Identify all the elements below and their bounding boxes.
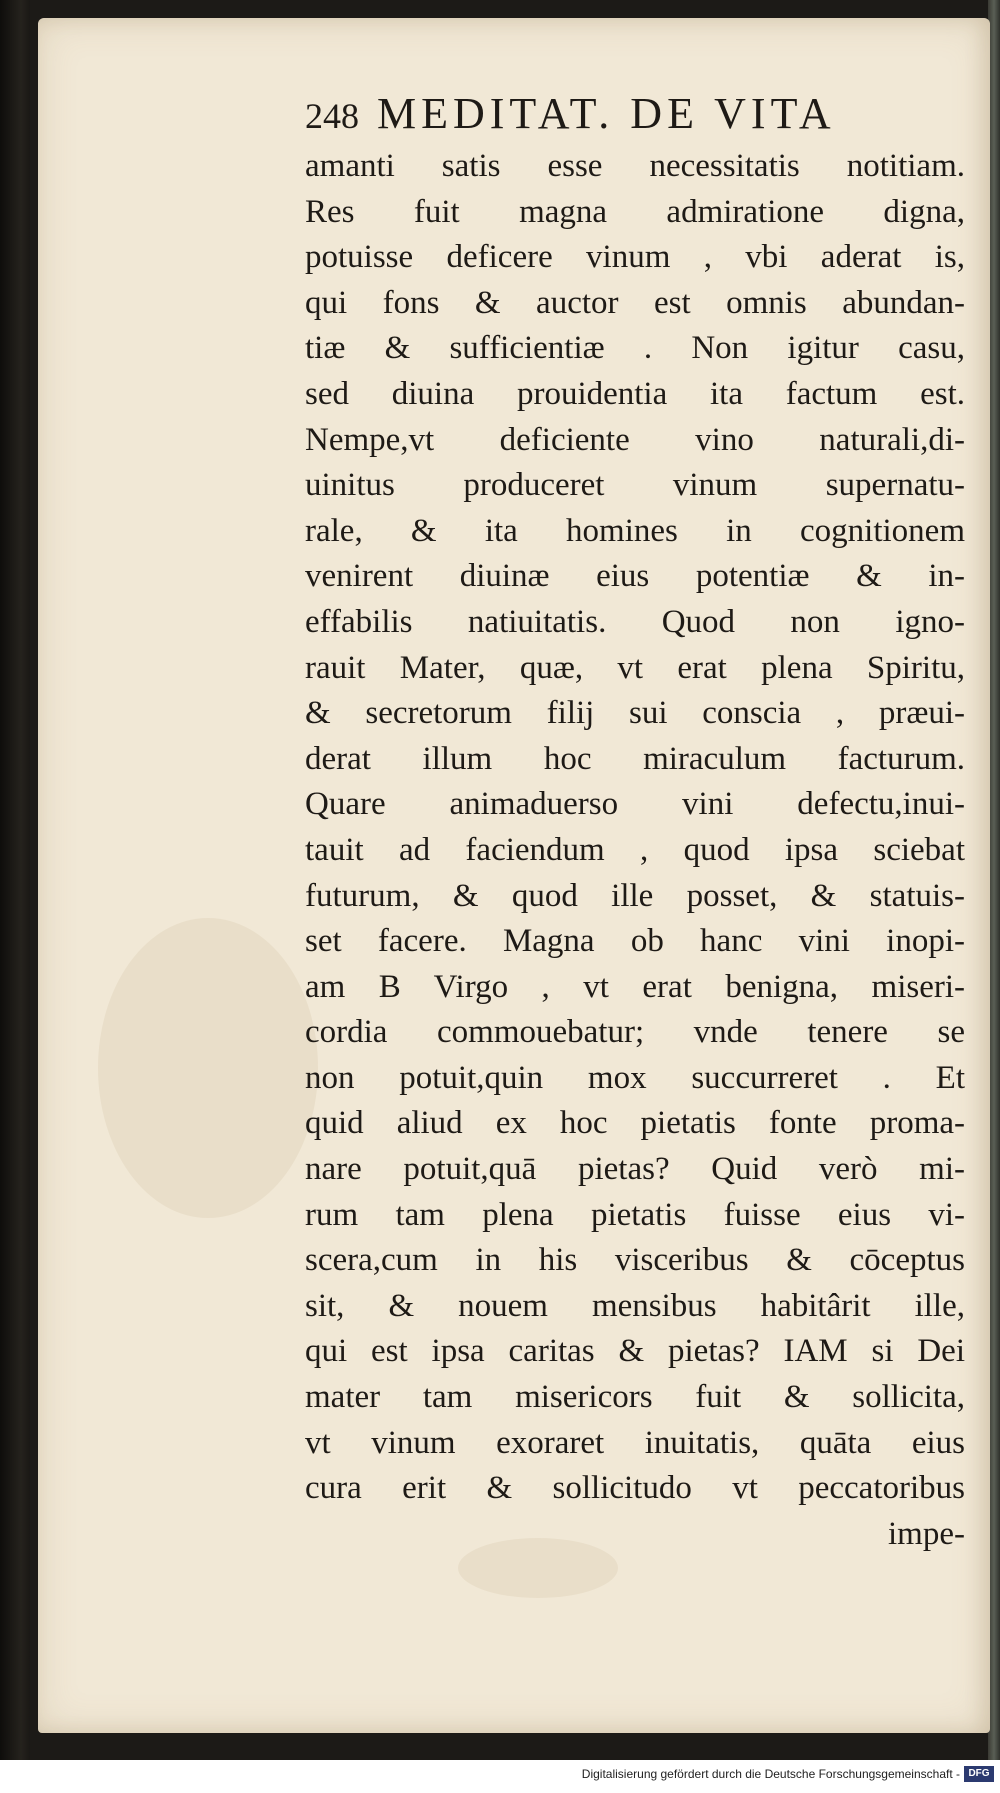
text-line: futurum, & quod ille posset, & statuis- <box>305 877 965 914</box>
text-line: sit, & nouem mensibus habitârit ille, <box>305 1287 965 1324</box>
text-line: tauit ad faciendum , quod ipsa sciebat <box>305 831 965 868</box>
text-line: tiæ & sufficientiæ . Non igitur casu, <box>305 330 965 367</box>
text-line: quid aliud ex hoc pietatis fonte proma- <box>305 1105 965 1142</box>
text-line: cura erit & sollicitudo vt peccatoribus <box>305 1470 965 1507</box>
footer-bar <box>0 1760 1000 1793</box>
text-line: venirent diuinæ eius potentiæ & in- <box>305 558 965 595</box>
text-line: & secretorum filij sui conscia , præui- <box>305 695 965 732</box>
text-line: rauit Mater, quæ, vt erat plena Spiritu, <box>305 649 965 686</box>
text-line: nare potuit,quā pietas? Quid verò mi- <box>305 1151 965 1188</box>
text-line: vt vinum exoraret inuitatis, quāta eius <box>305 1424 965 1461</box>
page-number: 248 <box>305 96 359 136</box>
text-line: rale, & ita homines in cognitionem <box>305 512 965 549</box>
text-line: non potuit,quin mox succurreret . Et <box>305 1059 965 1096</box>
book-spine-shadow <box>0 0 30 1760</box>
digitization-credit: Digitalisierung gefördert durch die Deutsche Forschungsgemeinschaft - <box>581 1767 960 1781</box>
text-line: cordia commouebatur; vnde tenere se <box>305 1014 965 1051</box>
text-block <box>305 88 965 1557</box>
text-line: effabilis natiuitatis. Quod non igno- <box>305 603 965 640</box>
dfg-logo: DFG <box>964 1766 994 1782</box>
text-line: am B Virgo , vt erat benigna, miseri- <box>305 968 965 1005</box>
text-line: potuisse deficere vinum , vbi aderat is, <box>305 239 965 276</box>
text-line: rum tam plena pietatis fuisse eius vi- <box>305 1196 965 1233</box>
text-line: set facere. Magna ob hanc vini inopi- <box>305 923 965 960</box>
text-line: Res fuit magna admiratione digna, <box>305 193 965 230</box>
text-line: scera,cum in his visceribus & cōceptus <box>305 1242 965 1279</box>
text-line: derat illum hoc miraculum facturum. <box>305 740 965 777</box>
text-line: qui fons & auctor est omnis abundan- <box>305 284 965 321</box>
text-line: amanti satis esse necessitatis notitiam. <box>305 148 965 184</box>
text-line: mater tam misericors fuit & sollicita, <box>305 1379 965 1416</box>
text-line: uinitus produceret vinum supernatu- <box>305 467 965 504</box>
text-line: impe- <box>888 1515 965 1552</box>
running-header <box>305 88 965 144</box>
body-text <box>305 144 965 1557</box>
text-line: qui est ipsa caritas & pietas? IAM si Dei <box>305 1333 965 1370</box>
paper-stain <box>98 918 318 1218</box>
text-line: sed diuina prouidentia ita factum est. <box>305 375 965 412</box>
text-line: Nempe,vt deficiente vino naturali,di- <box>305 421 965 458</box>
running-title: MEDITAT. DE VITA <box>377 89 836 138</box>
text-line: Quare animaduerso vini defectu,inui- <box>305 786 965 823</box>
